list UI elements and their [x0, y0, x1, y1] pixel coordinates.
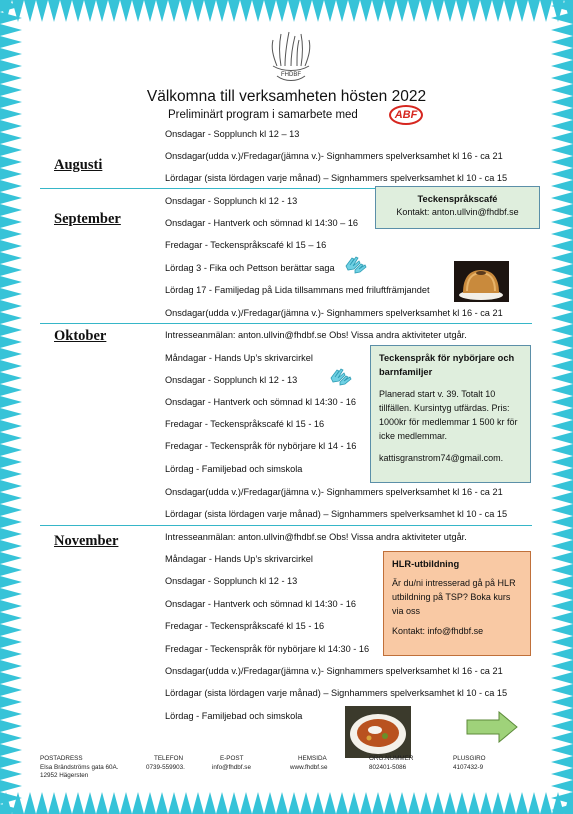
zigzag-tooth	[0, 276, 22, 288]
zigzag-tooth	[264, 0, 276, 22]
zigzag-tooth	[0, 612, 22, 624]
zigzag-tooth	[0, 348, 22, 360]
zigzag-tooth	[132, 792, 144, 814]
zigzag-tooth	[360, 792, 372, 814]
zigzag-tooth	[551, 204, 573, 216]
list-item: Onsdagar - Sopplunch kl 12 - 13	[165, 375, 298, 385]
zigzag-tooth	[0, 312, 22, 324]
zigzag-tooth	[551, 48, 573, 60]
list-item: Måndagar - Hands Up’s skrivarcirkel	[165, 353, 313, 363]
box-title: Teckenspråk för nybörjare och barnfamiljer	[379, 353, 515, 378]
zigzag-tooth	[0, 564, 22, 576]
zigzag-tooth	[0, 396, 22, 408]
zigzag-tooth	[168, 0, 180, 22]
zigzag-tooth	[551, 132, 573, 144]
zigzag-tooth	[551, 324, 573, 336]
list-item: Fredagar - Teckenspråkscafé kl 15 - 16	[165, 621, 325, 631]
zigzag-tooth	[0, 516, 22, 528]
zigzag-tooth	[204, 0, 216, 22]
list-item: Lördag - Familjebad och simskola	[165, 711, 303, 721]
zigzag-tooth	[0, 24, 22, 36]
zigzag-tooth	[300, 0, 312, 22]
zigzag-tooth	[551, 240, 573, 252]
list-item: Lördag - Familjebad och simskola	[165, 464, 303, 474]
zigzag-tooth	[192, 792, 204, 814]
soup-photo	[345, 706, 411, 758]
zigzag-tooth	[551, 648, 573, 660]
zigzag-tooth	[551, 552, 573, 564]
zigzag-tooth	[456, 792, 468, 814]
zigzag-tooth	[0, 528, 22, 540]
box-body: Planerad start v. 39. Totalt 10 tillfällen. Kursintyg utfärdas. Pris: 1000kr för medlemmar 1 500 kr för icke medlemmar.	[379, 388, 518, 441]
zigzag-tooth	[0, 336, 22, 348]
zigzag-tooth	[0, 648, 22, 660]
zigzag-tooth	[0, 360, 22, 372]
zigzag-tooth	[0, 504, 22, 516]
zigzag-tooth	[551, 732, 573, 744]
zigzag-tooth	[408, 792, 420, 814]
divider-september-oktober	[40, 323, 532, 324]
zigzag-tooth	[192, 0, 204, 22]
zigzag-tooth	[551, 480, 573, 492]
zigzag-tooth	[456, 0, 468, 22]
list-item: Intresseanmälan: anton.ullvin@fhdbf.se Obs! Vissa andra aktiviteter utgår.	[165, 330, 467, 340]
zigzag-tooth	[0, 216, 22, 228]
zigzag-tooth	[408, 0, 420, 22]
zigzag-tooth	[72, 0, 84, 22]
footer-value: 0739-559903.	[146, 763, 185, 771]
zigzag-tooth	[360, 0, 372, 22]
month-augusti: Augusti	[54, 157, 103, 173]
month-oktober: Oktober	[54, 328, 107, 344]
zigzag-tooth	[551, 120, 573, 132]
zigzag-tooth	[252, 0, 264, 22]
zigzag-tooth	[432, 0, 444, 22]
zigzag-tooth	[551, 708, 573, 720]
zigzag-tooth	[48, 792, 60, 814]
abf-logo-text: ABF	[394, 109, 418, 121]
footer-label: POSTADRESS	[40, 755, 83, 762]
zigzag-tooth	[551, 504, 573, 516]
zigzag-tooth	[384, 0, 396, 22]
zigzag-tooth	[240, 0, 252, 22]
zigzag-tooth	[551, 600, 573, 612]
zigzag-tooth	[0, 420, 22, 432]
footer-postadress	[40, 755, 118, 781]
zigzag-tooth	[551, 636, 573, 648]
zigzag-tooth	[444, 792, 456, 814]
zigzag-tooth	[96, 0, 108, 22]
zigzag-tooth	[396, 0, 408, 22]
zigzag-tooth	[0, 180, 22, 192]
sign-hands-icon	[343, 252, 369, 274]
zigzag-tooth	[132, 0, 144, 22]
zigzag-tooth	[0, 636, 22, 648]
zigzag-tooth	[551, 720, 573, 732]
zigzag-tooth	[0, 432, 22, 444]
zigzag-tooth	[36, 792, 48, 814]
zigzag-tooth	[216, 0, 228, 22]
zigzag-tooth	[551, 528, 573, 540]
zigzag-tooth	[228, 792, 240, 814]
zigzag-tooth	[336, 0, 348, 22]
zigzag-tooth	[0, 600, 22, 612]
list-item: Onsdagar(udda v.)/Fredagar(jämna v.)- Signhammers spelverksamhet kl 16 - ca 21	[165, 308, 503, 318]
zigzag-tooth	[551, 672, 573, 684]
zigzag-tooth	[0, 168, 22, 180]
zigzag-tooth	[540, 792, 552, 814]
zigzag-tooth	[120, 0, 132, 22]
zigzag-tooth	[551, 444, 573, 456]
zigzag-tooth	[551, 468, 573, 480]
zigzag-tooth	[540, 0, 552, 22]
footer-hemsida	[290, 755, 327, 772]
box-title: Teckenspråkscafé	[417, 194, 498, 204]
zigzag-tooth	[276, 0, 288, 22]
zigzag-tooth	[0, 444, 22, 456]
footer-epost	[212, 755, 251, 772]
zigzag-tooth	[551, 588, 573, 600]
zigzag-tooth	[551, 60, 573, 72]
zigzag-tooth	[0, 780, 22, 792]
zigzag-tooth	[551, 360, 573, 372]
zigzag-tooth	[551, 576, 573, 588]
zigzag-tooth	[551, 348, 573, 360]
zigzag-tooth	[551, 684, 573, 696]
zigzag-tooth	[24, 792, 36, 814]
zigzag-tooth	[0, 240, 22, 252]
nyborjare-box	[370, 345, 531, 483]
zigzag-tooth	[551, 216, 573, 228]
zigzag-tooth	[0, 264, 22, 276]
zigzag-tooth	[156, 0, 168, 22]
zigzag-tooth	[288, 0, 300, 22]
teckensprakscafe-box	[375, 186, 540, 229]
zigzag-tooth	[551, 516, 573, 528]
list-item: Onsdagar - Hantverk och sömnad kl 14:30 – 16	[165, 218, 359, 228]
zigzag-tooth	[228, 0, 240, 22]
zigzag-tooth	[312, 792, 324, 814]
zigzag-tooth	[252, 792, 264, 814]
zigzag-tooth	[444, 0, 456, 22]
zigzag-tooth	[0, 300, 22, 312]
zigzag-tooth	[0, 120, 22, 132]
zigzag-tooth	[180, 0, 192, 22]
zigzag-tooth	[551, 420, 573, 432]
list-item: Fredagar - Teckenspråk för nybörjare kl 14:30 - 16	[165, 644, 370, 654]
zigzag-tooth	[24, 0, 36, 22]
list-item: Onsdagar - Sopplunch kl 12 - 13	[165, 576, 298, 586]
zigzag-tooth	[0, 72, 22, 84]
list-item: Fredagar - Teckenspråkscafé kl 15 – 16	[165, 240, 327, 250]
zigzag-tooth	[528, 792, 540, 814]
zigzag-tooth	[551, 108, 573, 120]
subtitle-text: Preliminärt program i samarbete med	[168, 109, 358, 121]
zigzag-tooth	[180, 792, 192, 814]
zigzag-tooth	[0, 228, 22, 240]
zigzag-tooth	[551, 492, 573, 504]
zigzag-tooth	[551, 264, 573, 276]
zigzag-tooth	[0, 696, 22, 708]
list-item: Onsdagar(udda v.)/Fredagar(jämna v.)- Signhammers spelverksamhet kl 16 - ca 21	[165, 151, 503, 161]
zigzag-tooth	[551, 432, 573, 444]
zigzag-tooth	[551, 564, 573, 576]
zigzag-tooth	[0, 552, 22, 564]
zigzag-tooth	[432, 792, 444, 814]
zigzag-tooth	[0, 480, 22, 492]
zigzag-tooth	[0, 156, 22, 168]
zigzag-tooth	[0, 60, 22, 72]
abf-logo	[389, 105, 423, 125]
zigzag-tooth	[348, 0, 360, 22]
zigzag-tooth	[551, 192, 573, 204]
list-item: Onsdagar - Hantverk och sömnad kl 14:30 - 16	[165, 599, 356, 609]
zigzag-tooth	[108, 0, 120, 22]
footer-label: TELEFON	[154, 755, 184, 762]
zigzag-tooth	[420, 0, 432, 22]
zigzag-tooth	[336, 792, 348, 814]
zigzag-tooth	[264, 792, 276, 814]
zigzag-tooth	[60, 792, 72, 814]
page-subtitle	[168, 109, 358, 121]
sign-hands-icon	[328, 364, 354, 386]
zigzag-tooth	[551, 792, 573, 804]
zigzag-tooth	[372, 0, 384, 22]
zigzag-tooth	[0, 108, 22, 120]
list-item: Lördag 17 - Familjedag på Lida tillsammans med friluftfrämjandet	[165, 285, 430, 295]
zigzag-tooth	[551, 24, 573, 36]
zigzag-tooth	[0, 660, 22, 672]
zigzag-tooth	[0, 744, 22, 756]
zigzag-tooth	[60, 0, 72, 22]
footer-orgnummer	[369, 755, 413, 772]
list-item: Onsdagar - Hantverk och sömnad kl 14:30 - 16	[165, 397, 356, 407]
zigzag-tooth	[0, 204, 22, 216]
zigzag-tooth	[551, 288, 573, 300]
zigzag-tooth	[0, 192, 22, 204]
zigzag-tooth	[384, 792, 396, 814]
zigzag-tooth	[216, 792, 228, 814]
zigzag-tooth	[551, 756, 573, 768]
box-contact: Kontakt: anton.ullvin@fhdbf.se	[396, 207, 519, 218]
footer-value: info@fhdbf.se	[212, 763, 251, 771]
zigzag-tooth	[0, 540, 22, 552]
zigzag-tooth	[240, 792, 252, 814]
zigzag-tooth	[551, 156, 573, 168]
zigzag-tooth	[0, 672, 22, 684]
zigzag-tooth	[551, 384, 573, 396]
footer-telefon	[146, 755, 185, 772]
footer-label: E-POST	[220, 755, 244, 762]
zigzag-tooth	[288, 792, 300, 814]
zigzag-tooth	[144, 792, 156, 814]
zigzag-tooth	[36, 0, 48, 22]
zigzag-tooth	[551, 624, 573, 636]
zigzag-tooth	[551, 744, 573, 756]
zigzag-tooth	[300, 792, 312, 814]
zigzag-tooth	[48, 0, 60, 22]
zigzag-tooth	[0, 732, 22, 744]
zigzag-tooth	[84, 792, 96, 814]
zigzag-tooth	[120, 792, 132, 814]
list-item: Lördagar (sista lördagen varje månad) – Signhammers spelverksamhet kl 10 - ca 15	[165, 688, 508, 698]
zigzag-tooth	[551, 780, 573, 792]
zigzag-tooth	[372, 792, 384, 814]
zigzag-tooth	[551, 396, 573, 408]
zigzag-tooth	[324, 792, 336, 814]
zigzag-tooth	[551, 300, 573, 312]
zigzag-tooth	[0, 132, 22, 144]
zigzag-tooth	[551, 228, 573, 240]
list-item: Intresseanmälan: anton.ullvin@fhdbf.se Obs! Vissa andra aktiviteter utgår.	[165, 532, 467, 542]
footer-value: 802401-5086	[369, 763, 407, 771]
divider-oktober-november	[40, 525, 532, 526]
zigzag-tooth	[72, 792, 84, 814]
box-title: HLR-utbildning	[392, 559, 460, 569]
zigzag-tooth	[396, 792, 408, 814]
zigzag-tooth	[551, 144, 573, 156]
zigzag-tooth	[0, 144, 22, 156]
zigzag-tooth	[0, 324, 22, 336]
box-body: Är du/ni intresserad gå på HLR utbildning på TSP? Boka kurs via oss	[392, 578, 516, 617]
footer-value: 12952 Hägersten	[40, 772, 89, 779]
list-item: Onsdagar(udda v.)/Fredagar(jämna v.)- Signhammers spelverksamhet kl 16 - ca 21	[165, 487, 503, 497]
zigzag-tooth	[0, 684, 22, 696]
zigzag-tooth	[551, 72, 573, 84]
zigzag-tooth	[551, 168, 573, 180]
month-september: September	[54, 211, 121, 227]
zigzag-tooth	[168, 792, 180, 814]
zigzag-tooth	[156, 792, 168, 814]
list-item: Måndagar - Hands Up’s skrivarcirkel	[165, 554, 313, 564]
zigzag-tooth	[348, 792, 360, 814]
list-item: Fredagar - Teckenspråkscafé kl 15 - 16	[165, 419, 325, 429]
zigzag-tooth	[96, 792, 108, 814]
logo-text: FHDBF	[281, 72, 301, 78]
zigzag-tooth	[551, 312, 573, 324]
zigzag-tooth	[551, 252, 573, 264]
zigzag-tooth	[551, 768, 573, 780]
box-contact: Kontakt: info@fhdbf.se	[392, 626, 484, 637]
zigzag-tooth	[551, 696, 573, 708]
zigzag-tooth	[551, 456, 573, 468]
zigzag-tooth	[551, 408, 573, 420]
zigzag-tooth	[528, 0, 540, 22]
zigzag-tooth	[551, 12, 573, 24]
list-item: Lördagar (sista lördagen varje månad) – Signhammers spelverksamhet kl 10 - ca 15	[165, 509, 508, 519]
zigzag-tooth	[492, 0, 504, 22]
zigzag-tooth	[144, 0, 156, 22]
zigzag-tooth	[551, 336, 573, 348]
zigzag-tooth	[0, 288, 22, 300]
zigzag-tooth	[516, 792, 528, 814]
zigzag-tooth	[468, 0, 480, 22]
zigzag-tooth	[551, 372, 573, 384]
zigzag-tooth	[0, 492, 22, 504]
zigzag-tooth	[504, 792, 516, 814]
zigzag-tooth	[551, 660, 573, 672]
zigzag-tooth	[551, 612, 573, 624]
zigzag-tooth	[468, 792, 480, 814]
zigzag-tooth	[420, 792, 432, 814]
zigzag-tooth	[0, 708, 22, 720]
zigzag-tooth	[0, 36, 22, 48]
zigzag-tooth	[324, 0, 336, 22]
list-item: Lördagar (sista lördagen varje månad) – Signhammers spelverksamhet kl 10 - ca 15	[165, 173, 508, 183]
zigzag-tooth	[480, 0, 492, 22]
zigzag-tooth	[0, 252, 22, 264]
zigzag-tooth	[480, 792, 492, 814]
list-item: Fredagar - Teckenspråk för nybörjare kl 14 - 16	[165, 441, 357, 451]
zigzag-tooth	[108, 792, 120, 814]
zigzag-tooth	[0, 468, 22, 480]
zigzag-tooth	[551, 276, 573, 288]
zigzag-tooth	[312, 0, 324, 22]
zigzag-tooth	[0, 720, 22, 732]
fhdbf-logo	[263, 26, 319, 86]
list-item: Onsdagar - Sopplunch kl 12 - 13	[165, 196, 298, 206]
zigzag-tooth	[0, 456, 22, 468]
list-item: Lördag 3 - Fika och Pettson berättar saga	[165, 263, 335, 273]
footer-plusgiro	[453, 755, 486, 772]
list-item: Onsdagar(udda v.)/Fredagar(jämna v.)- Signhammers spelverksamhet kl 16 - ca 21	[165, 666, 503, 676]
page-title: Välkomna till verksamheten hösten 2022	[146, 88, 427, 105]
footer-label: ORG.NUMMER	[369, 755, 414, 762]
zigzag-tooth	[551, 36, 573, 48]
hands-logo-icon	[263, 26, 319, 86]
zigzag-tooth	[516, 0, 528, 22]
next-arrow-icon[interactable]	[466, 711, 518, 743]
zigzag-tooth	[0, 768, 22, 780]
zigzag-tooth	[84, 0, 96, 22]
cake-photo	[454, 261, 509, 302]
zigzag-tooth	[492, 792, 504, 814]
footer-value: Elsa Brändströms gata 60A.	[40, 763, 119, 771]
zigzag-tooth	[0, 48, 22, 60]
zigzag-tooth	[0, 756, 22, 768]
footer-value: 4107432-9	[453, 763, 484, 771]
hlr-box	[383, 551, 531, 656]
zigzag-tooth	[0, 576, 22, 588]
zigzag-tooth	[204, 792, 216, 814]
zigzag-tooth	[0, 408, 22, 420]
month-november: November	[54, 533, 119, 549]
footer-value: www.fhdbf.se	[290, 763, 328, 771]
list-item: Onsdagar - Sopplunch kl 12 – 13	[165, 129, 300, 139]
zigzag-tooth	[0, 588, 22, 600]
zigzag-tooth	[0, 372, 22, 384]
footer-label: PLUSGIRO	[453, 755, 486, 762]
zigzag-tooth	[504, 0, 516, 22]
zigzag-tooth	[551, 540, 573, 552]
box-email: kattisgranstrom74@gmail.com.	[379, 452, 504, 463]
zigzag-tooth	[276, 792, 288, 814]
footer-label: HEMSIDA	[298, 755, 327, 762]
zigzag-tooth	[0, 624, 22, 636]
zigzag-tooth	[551, 180, 573, 192]
zigzag-tooth	[0, 384, 22, 396]
